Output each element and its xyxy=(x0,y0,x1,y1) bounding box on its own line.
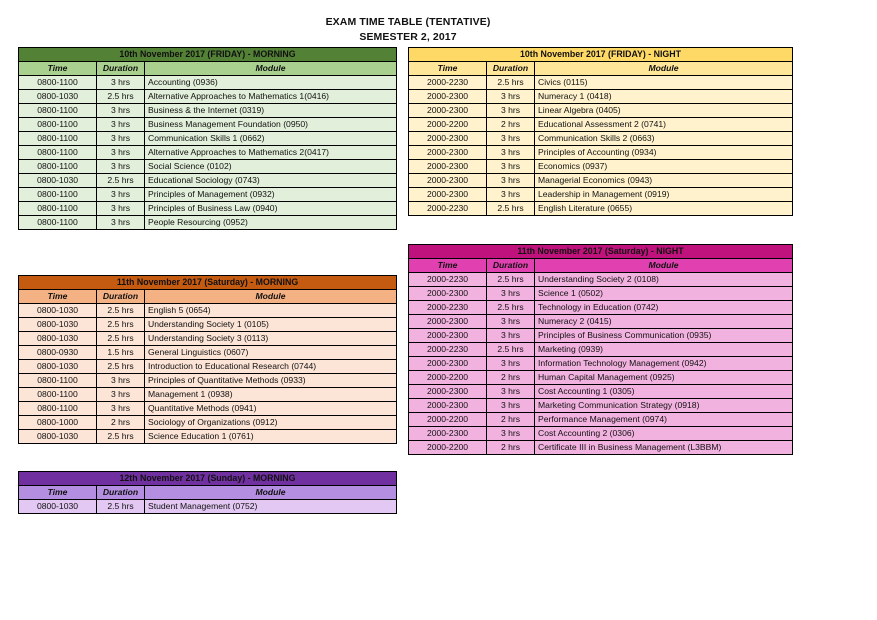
table-sun-morning xyxy=(18,471,397,514)
module-cell: Cost Accounting 2 (0306) xyxy=(535,427,793,441)
module-cell: Principles of Management (0932) xyxy=(145,188,397,202)
duration-cell: 3 hrs xyxy=(97,146,145,160)
table-row xyxy=(409,385,793,399)
time-cell: 2000-2300 xyxy=(409,160,487,174)
time-cell: 2000-2300 xyxy=(409,132,487,146)
time-cell: 2000-2300 xyxy=(409,399,487,413)
column-header-duration: Duration xyxy=(97,62,145,76)
duration-cell: 3 hrs xyxy=(487,104,535,118)
table-row xyxy=(19,360,397,374)
time-cell: 2000-2230 xyxy=(409,202,487,216)
duration-cell: 2.5 hrs xyxy=(97,174,145,188)
module-cell: Certificate III in Business Management (L3BBM) xyxy=(535,441,793,455)
module-cell: Human Capital Management (0925) xyxy=(535,371,793,385)
time-cell: 0800-1030 xyxy=(19,304,97,318)
table-row xyxy=(409,301,793,315)
time-cell: 0800-1100 xyxy=(19,160,97,174)
time-cell: 2000-2300 xyxy=(409,427,487,441)
module-cell: Communication Skills 2 (0663) xyxy=(535,132,793,146)
table-caption: 11th November 2017 (Saturday) - NIGHT xyxy=(409,245,793,259)
column-header-duration: Duration xyxy=(487,259,535,273)
duration-cell: 3 hrs xyxy=(97,388,145,402)
table-row xyxy=(19,76,397,90)
column-header-module: Module xyxy=(145,290,397,304)
time-cell: 2000-2200 xyxy=(409,371,487,385)
table-row xyxy=(19,318,397,332)
duration-cell: 3 hrs xyxy=(97,374,145,388)
table-row xyxy=(19,104,397,118)
time-cell: 2000-2230 xyxy=(409,273,487,287)
table-row xyxy=(409,413,793,427)
module-cell: Cost Accounting 1 (0305) xyxy=(535,385,793,399)
table-row xyxy=(409,76,793,90)
module-cell: Science Education 1 (0761) xyxy=(145,430,397,444)
module-cell: Sociology of Organizations (0912) xyxy=(145,416,397,430)
module-cell: Business & the Internet (0319) xyxy=(145,104,397,118)
module-cell: Technology in Education (0742) xyxy=(535,301,793,315)
duration-cell: 2 hrs xyxy=(487,371,535,385)
module-cell: Civics (0115) xyxy=(535,76,793,90)
table-row xyxy=(19,174,397,188)
time-cell: 0800-1000 xyxy=(19,416,97,430)
column-header-duration: Duration xyxy=(487,62,535,76)
table-row xyxy=(409,357,793,371)
module-cell: Communication Skills 1 (0662) xyxy=(145,132,397,146)
module-cell: Student Management (0752) xyxy=(145,500,397,514)
time-cell: 0800-1030 xyxy=(19,90,97,104)
table-row xyxy=(409,343,793,357)
module-cell: Numeracy 2 (0415) xyxy=(535,315,793,329)
duration-cell: 3 hrs xyxy=(97,132,145,146)
table-row xyxy=(409,188,793,202)
table-row xyxy=(19,132,397,146)
module-cell: Alternative Approaches to Mathematics 2(0417) xyxy=(145,146,397,160)
duration-cell: 3 hrs xyxy=(487,385,535,399)
table-row xyxy=(409,90,793,104)
module-cell: English Literature (0655) xyxy=(535,202,793,216)
table-row xyxy=(19,202,397,216)
duration-cell: 3 hrs xyxy=(487,132,535,146)
duration-cell: 2.5 hrs xyxy=(97,430,145,444)
table-row xyxy=(19,160,397,174)
table-row xyxy=(409,427,793,441)
table-header-row xyxy=(409,62,793,76)
table-caption: 10th November 2017 (FRIDAY) - NIGHT xyxy=(409,48,793,62)
table-caption-row xyxy=(409,48,793,62)
duration-cell: 3 hrs xyxy=(487,160,535,174)
table-caption: 12th November 2017 (Sunday) - MORNING xyxy=(19,472,397,486)
module-cell: Understanding Society 2 (0108) xyxy=(535,273,793,287)
module-cell: Principles of Business Communication (0935) xyxy=(535,329,793,343)
table-fri-night xyxy=(408,47,793,216)
time-cell: 2000-2300 xyxy=(409,287,487,301)
module-cell: Accounting (0936) xyxy=(145,76,397,90)
module-cell: Marketing Communication Strategy (0918) xyxy=(535,399,793,413)
table-row xyxy=(19,346,397,360)
column-header-time: Time xyxy=(409,62,487,76)
time-cell: 0800-1030 xyxy=(19,500,97,514)
table-row xyxy=(409,287,793,301)
column-header-time: Time xyxy=(19,62,97,76)
time-cell: 2000-2200 xyxy=(409,118,487,132)
table-header-row xyxy=(19,290,397,304)
column-header-duration: Duration xyxy=(97,290,145,304)
duration-cell: 2.5 hrs xyxy=(487,202,535,216)
table-row xyxy=(19,500,397,514)
time-cell: 2000-2300 xyxy=(409,385,487,399)
table-row xyxy=(409,146,793,160)
time-cell: 2000-2300 xyxy=(409,174,487,188)
page-subtitle: SEMESTER 2, 2017 xyxy=(359,31,457,43)
time-cell: 2000-2300 xyxy=(409,188,487,202)
table-row xyxy=(409,174,793,188)
duration-cell: 2.5 hrs xyxy=(487,343,535,357)
time-cell: 0800-1100 xyxy=(19,388,97,402)
table-row xyxy=(19,402,397,416)
time-cell: 2000-2200 xyxy=(409,441,487,455)
table-row xyxy=(409,118,793,132)
duration-cell: 3 hrs xyxy=(487,315,535,329)
table-sat-night xyxy=(408,244,793,455)
column-header-module: Module xyxy=(535,259,793,273)
column-header-module: Module xyxy=(535,62,793,76)
table-row xyxy=(19,118,397,132)
table-sat-morning xyxy=(18,275,397,444)
duration-cell: 2.5 hrs xyxy=(487,301,535,315)
time-cell: 0800-1030 xyxy=(19,430,97,444)
duration-cell: 3 hrs xyxy=(487,146,535,160)
table-header-row xyxy=(19,486,397,500)
module-cell: Introduction to Educational Research (0744) xyxy=(145,360,397,374)
duration-cell: 2 hrs xyxy=(487,118,535,132)
table-row xyxy=(409,315,793,329)
time-cell: 2000-2300 xyxy=(409,315,487,329)
table-row xyxy=(409,371,793,385)
time-cell: 0800-1100 xyxy=(19,132,97,146)
module-cell: Linear Algebra (0405) xyxy=(535,104,793,118)
duration-cell: 3 hrs xyxy=(487,90,535,104)
module-cell: Social Science (0102) xyxy=(145,160,397,174)
module-cell: General Linguistics (0607) xyxy=(145,346,397,360)
table-row xyxy=(409,104,793,118)
module-cell: Principles of Business Law (0940) xyxy=(145,202,397,216)
column-header-time: Time xyxy=(409,259,487,273)
module-cell: Principles of Accounting (0934) xyxy=(535,146,793,160)
table-row xyxy=(409,441,793,455)
duration-cell: 2.5 hrs xyxy=(97,500,145,514)
table-row xyxy=(19,416,397,430)
duration-cell: 3 hrs xyxy=(97,76,145,90)
duration-cell: 2.5 hrs xyxy=(97,360,145,374)
duration-cell: 3 hrs xyxy=(97,104,145,118)
module-cell: Quantitative Methods (0941) xyxy=(145,402,397,416)
module-cell: Managerial Economics (0943) xyxy=(535,174,793,188)
time-cell: 0800-1100 xyxy=(19,146,97,160)
table-row xyxy=(19,188,397,202)
table-row xyxy=(409,160,793,174)
module-cell: Marketing (0939) xyxy=(535,343,793,357)
table-caption-row xyxy=(19,48,397,62)
module-cell: Economics (0937) xyxy=(535,160,793,174)
table-row xyxy=(19,146,397,160)
column-header-time: Time xyxy=(19,290,97,304)
table-row xyxy=(409,132,793,146)
duration-cell: 2.5 hrs xyxy=(97,318,145,332)
duration-cell: 2 hrs xyxy=(97,416,145,430)
column-header-module: Module xyxy=(145,62,397,76)
table-row xyxy=(19,90,397,104)
table-caption: 11th November 2017 (Saturday) - MORNING xyxy=(19,276,397,290)
duration-cell: 3 hrs xyxy=(487,329,535,343)
time-cell: 0800-1100 xyxy=(19,118,97,132)
time-cell: 0800-0930 xyxy=(19,346,97,360)
table-row xyxy=(409,399,793,413)
time-cell: 0800-1100 xyxy=(19,104,97,118)
time-cell: 2000-2300 xyxy=(409,357,487,371)
time-cell: 2000-2300 xyxy=(409,146,487,160)
module-cell: English 5 (0654) xyxy=(145,304,397,318)
table-row xyxy=(409,202,793,216)
column-header-module: Module xyxy=(145,486,397,500)
table-header-row xyxy=(19,62,397,76)
duration-cell: 2.5 hrs xyxy=(487,273,535,287)
time-cell: 2000-2300 xyxy=(409,104,487,118)
table-row xyxy=(19,304,397,318)
time-cell: 0800-1100 xyxy=(19,76,97,90)
table-row xyxy=(409,329,793,343)
duration-cell: 2.5 hrs xyxy=(97,90,145,104)
time-cell: 2000-2230 xyxy=(409,76,487,90)
table-row xyxy=(19,374,397,388)
duration-cell: 3 hrs xyxy=(97,188,145,202)
module-cell: Alternative Approaches to Mathematics 1(0416) xyxy=(145,90,397,104)
module-cell: Principles of Quantitative Methods (0933) xyxy=(145,374,397,388)
duration-cell: 2.5 hrs xyxy=(97,304,145,318)
duration-cell: 3 hrs xyxy=(487,174,535,188)
module-cell: Educational Assessment 2 (0741) xyxy=(535,118,793,132)
time-cell: 0800-1100 xyxy=(19,202,97,216)
duration-cell: 2.5 hrs xyxy=(487,76,535,90)
duration-cell: 3 hrs xyxy=(97,118,145,132)
duration-cell: 3 hrs xyxy=(97,202,145,216)
time-cell: 0800-1100 xyxy=(19,216,97,230)
table-caption-row xyxy=(19,276,397,290)
time-cell: 0800-1030 xyxy=(19,318,97,332)
duration-cell: 2 hrs xyxy=(487,441,535,455)
duration-cell: 3 hrs xyxy=(487,427,535,441)
duration-cell: 3 hrs xyxy=(487,399,535,413)
table-header-row xyxy=(409,259,793,273)
time-cell: 0800-1030 xyxy=(19,332,97,346)
module-cell: People Resourcing (0952) xyxy=(145,216,397,230)
duration-cell: 3 hrs xyxy=(487,287,535,301)
table-row xyxy=(19,216,397,230)
module-cell: Management 1 (0938) xyxy=(145,388,397,402)
table-fri-morning xyxy=(18,47,397,230)
time-cell: 2000-2230 xyxy=(409,301,487,315)
table-caption: 10th November 2017 (FRIDAY) - MORNING xyxy=(19,48,397,62)
time-cell: 0800-1030 xyxy=(19,360,97,374)
module-cell: Information Technology Management (0942) xyxy=(535,357,793,371)
duration-cell: 3 hrs xyxy=(487,188,535,202)
column-header-time: Time xyxy=(19,486,97,500)
module-cell: Numeracy 1 (0418) xyxy=(535,90,793,104)
duration-cell: 2.5 hrs xyxy=(97,332,145,346)
column-header-duration: Duration xyxy=(97,486,145,500)
duration-cell: 2 hrs xyxy=(487,413,535,427)
time-cell: 0800-1100 xyxy=(19,402,97,416)
module-cell: Performance Management (0974) xyxy=(535,413,793,427)
duration-cell: 3 hrs xyxy=(97,402,145,416)
module-cell: Understanding Society 3 (0113) xyxy=(145,332,397,346)
time-cell: 0800-1100 xyxy=(19,188,97,202)
table-caption-row xyxy=(409,245,793,259)
module-cell: Science 1 (0502) xyxy=(535,287,793,301)
table-row xyxy=(409,273,793,287)
time-cell: 0800-1100 xyxy=(19,374,97,388)
duration-cell: 3 hrs xyxy=(487,357,535,371)
table-row xyxy=(19,430,397,444)
table-row xyxy=(19,388,397,402)
module-cell: Leadership in Management (0919) xyxy=(535,188,793,202)
module-cell: Understanding Society 1 (0105) xyxy=(145,318,397,332)
duration-cell: 1.5 hrs xyxy=(97,346,145,360)
duration-cell: 3 hrs xyxy=(97,160,145,174)
module-cell: Business Management Foundation (0950) xyxy=(145,118,397,132)
table-row xyxy=(19,332,397,346)
time-cell: 2000-2200 xyxy=(409,413,487,427)
time-cell: 2000-2230 xyxy=(409,343,487,357)
module-cell: Educational Sociology (0743) xyxy=(145,174,397,188)
table-caption-row xyxy=(19,472,397,486)
time-cell: 2000-2300 xyxy=(409,90,487,104)
time-cell: 0800-1030 xyxy=(19,174,97,188)
page-title: EXAM TIME TABLE (TENTATIVE) xyxy=(325,16,491,28)
duration-cell: 3 hrs xyxy=(97,216,145,230)
time-cell: 2000-2300 xyxy=(409,329,487,343)
